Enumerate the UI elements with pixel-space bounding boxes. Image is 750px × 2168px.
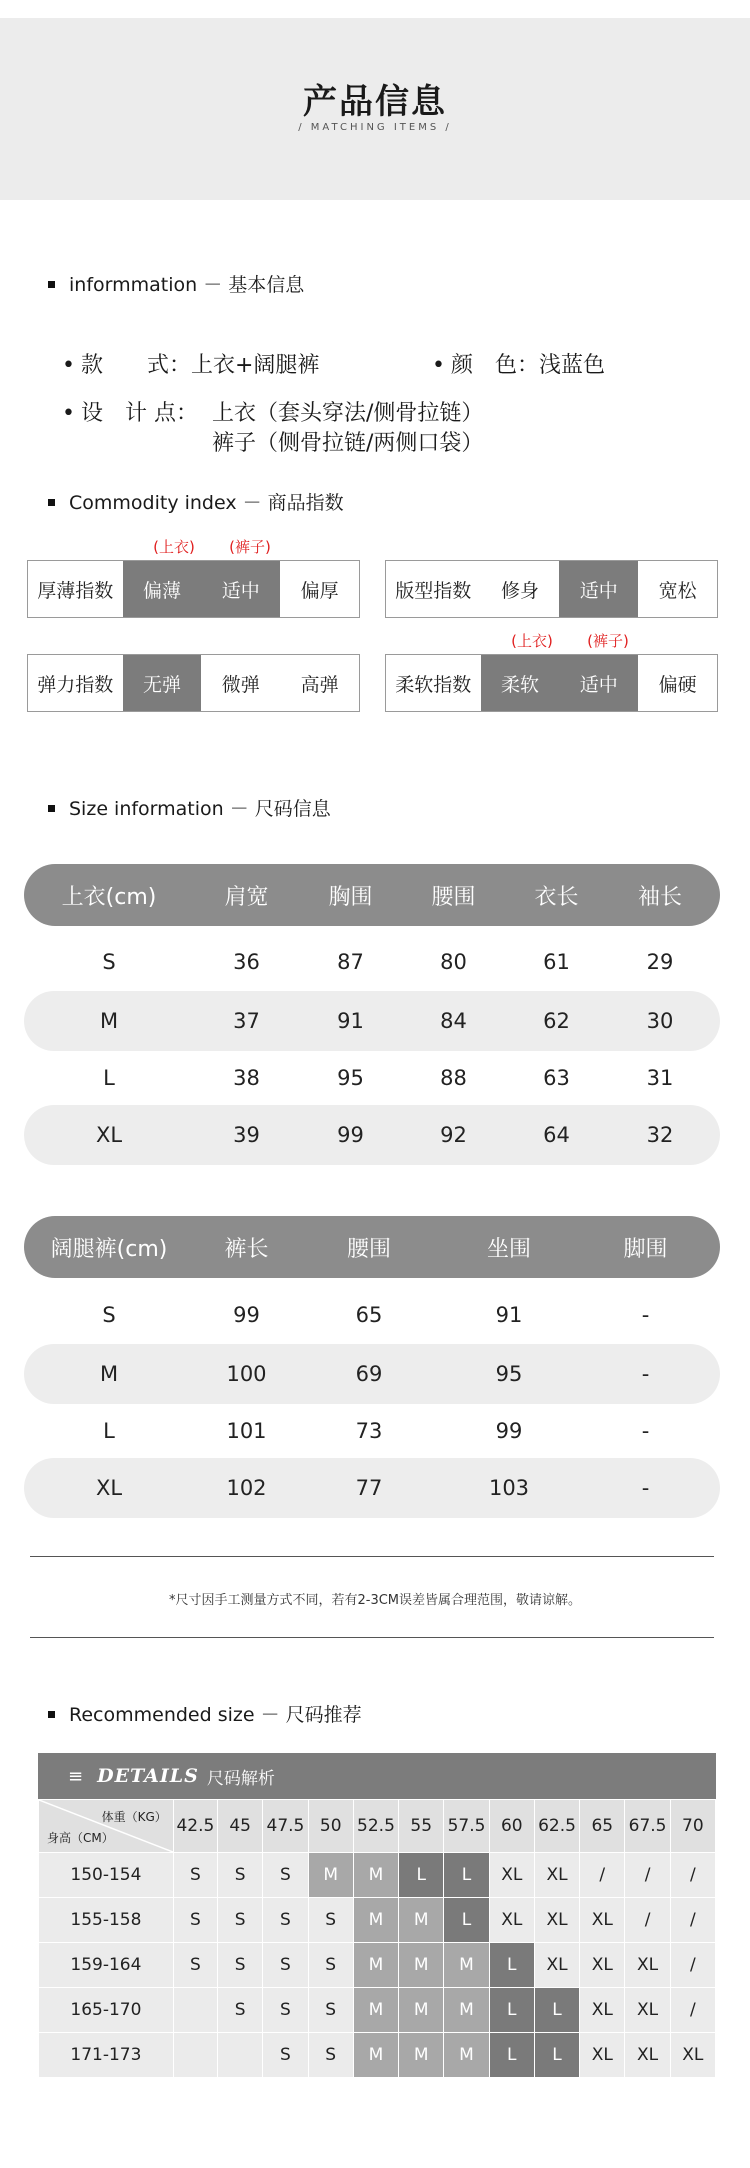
table-row xyxy=(24,1105,720,1165)
fit-index-label: 版型指数 xyxy=(395,579,472,602)
size-cell: S xyxy=(218,1943,263,1988)
size-cell: S xyxy=(263,2033,308,2078)
size-cell: XL xyxy=(534,1853,579,1898)
softness-index-box xyxy=(385,654,718,712)
design-line-1: 上衣（套头穿法/侧骨拉链） xyxy=(212,401,484,426)
table-cell: 102 xyxy=(226,1476,267,1500)
weight-header-cell: 57.5 xyxy=(444,1800,489,1853)
measurement-note: *尺寸因手工测量方式不同，若有2-3CM误差皆属合理范围，敬请谅解。 xyxy=(168,1593,582,1608)
weight-header-cell: 67.5 xyxy=(625,1800,670,1853)
softness-note-pants: (裤子) xyxy=(587,632,629,650)
bullet-dot: • xyxy=(62,353,75,378)
table-row xyxy=(24,1048,720,1108)
top-header-cell: 胸围 xyxy=(328,884,373,910)
table-row xyxy=(24,932,720,992)
softness-option-medium: 适中 xyxy=(559,655,638,711)
size-cell: M xyxy=(353,1943,398,1988)
table-cell: M xyxy=(99,1362,119,1386)
table-cell: 99 xyxy=(495,1419,523,1443)
softness-index-label: 柔软指数 xyxy=(395,673,472,696)
grid-row xyxy=(39,1943,716,1988)
size-cell: M xyxy=(399,1988,444,2033)
table-cell: 65 xyxy=(355,1303,383,1327)
size-cell xyxy=(173,1988,217,2033)
size-cell: S xyxy=(308,1943,353,1988)
weight-header-cell: 45 xyxy=(218,1800,263,1853)
table-cell: S xyxy=(102,950,116,974)
weight-header-cell: 55 xyxy=(399,1800,444,1853)
table-cell: 29 xyxy=(646,950,674,974)
design-line-2: 裤子（侧骨拉链/两侧口袋） xyxy=(212,431,484,456)
elasticity-option-none: 无弹 xyxy=(123,655,202,711)
thickness-note-pants: (裤子) xyxy=(229,538,271,556)
size-cell: M xyxy=(399,2033,444,2078)
table-cell: - xyxy=(641,1303,650,1327)
basic-info-heading xyxy=(48,270,304,297)
height-cell: 155-158 xyxy=(39,1898,174,1943)
table-cell: 63 xyxy=(543,1066,570,1090)
color-value: 浅蓝色 xyxy=(539,353,606,378)
table-cell: 99 xyxy=(337,1123,364,1147)
thickness-note-top: (上衣) xyxy=(153,538,195,556)
elasticity-option-slight: 微弹 xyxy=(221,673,260,696)
pants-header-cell: 坐围 xyxy=(486,1236,531,1262)
table-cell: L xyxy=(103,1419,115,1443)
table-cell: XL xyxy=(95,1123,123,1147)
size-cell: XL xyxy=(534,1943,579,1988)
square-bullet-icon xyxy=(48,281,55,288)
table-cell: - xyxy=(641,1362,650,1386)
basic-info-heading-text: informmation － 基本信息 xyxy=(69,274,305,296)
size-cell: XL xyxy=(625,1988,670,2033)
pants-header-cell: 腰围 xyxy=(346,1236,391,1262)
height-cell: 150-154 xyxy=(39,1853,174,1898)
size-cell: S xyxy=(308,1898,353,1943)
size-cell: S xyxy=(263,1988,308,2033)
weight-header-cell: 70 xyxy=(670,1800,715,1853)
table-cell: 69 xyxy=(355,1362,383,1386)
softness-option-hard: 偏硬 xyxy=(658,673,697,696)
table-cell: 77 xyxy=(355,1476,383,1500)
thickness-option-medium: 适中 xyxy=(201,561,280,617)
table-cell: 64 xyxy=(543,1123,570,1147)
size-cell: S xyxy=(308,1988,353,2033)
softness-option-soft: 柔软 xyxy=(481,655,560,711)
fit-option-loose: 宽松 xyxy=(658,579,697,602)
height-cell: 159-164 xyxy=(39,1943,174,1988)
fit-option-slim: 修身 xyxy=(500,579,539,602)
table-cell: - xyxy=(641,1419,650,1443)
size-cell: L xyxy=(399,1853,444,1898)
table-cell: XL xyxy=(95,1476,123,1500)
table-cell: 101 xyxy=(226,1419,267,1443)
elasticity-index-label: 弹力指数 xyxy=(37,673,114,696)
size-cell: / xyxy=(670,1898,715,1943)
table-cell: 62 xyxy=(543,1009,570,1033)
size-cell: M xyxy=(444,1943,489,1988)
size-cell: XL xyxy=(580,1898,625,1943)
table-row xyxy=(24,1344,720,1404)
recommended-size-grid xyxy=(38,1799,716,2078)
size-cell: L xyxy=(489,2033,534,2078)
pants-header-cell: 脚围 xyxy=(623,1236,668,1262)
style-value: 上衣+阔腿裤 xyxy=(191,353,320,378)
grid-row xyxy=(39,1853,716,1898)
size-cell: M xyxy=(444,1988,489,2033)
bullet-dot: • xyxy=(432,353,445,378)
weight-header-cell: 42.5 xyxy=(173,1800,217,1853)
page-subtitle: / MATCHING ITEMS / xyxy=(298,122,452,133)
pants-header-cell: 阔腿裤(cm) xyxy=(50,1236,168,1262)
color-row xyxy=(432,348,605,379)
square-bullet-icon xyxy=(48,805,55,812)
weight-header-cell: 52.5 xyxy=(353,1800,398,1853)
table-cell: 99 xyxy=(233,1303,260,1327)
weight-header-cell: 50 xyxy=(308,1800,353,1853)
pants-header-cell: 裤长 xyxy=(224,1236,269,1262)
page-title: 产品信息 xyxy=(303,82,447,122)
color-label: 颜 色： xyxy=(450,353,539,378)
table-cell: 61 xyxy=(543,950,570,974)
size-cell: S xyxy=(173,1898,217,1943)
size-cell: L xyxy=(489,1988,534,2033)
size-cell: M xyxy=(399,1898,444,1943)
size-cell: XL xyxy=(580,1943,625,1988)
top-header-cell: 上衣(cm) xyxy=(61,884,157,910)
size-cell: XL xyxy=(580,1988,625,2033)
weight-axis-label: 体重（KG） xyxy=(101,1810,167,1824)
top-header-cell: 袖长 xyxy=(637,884,682,910)
table-cell: 36 xyxy=(233,950,260,974)
table-cell: 100 xyxy=(226,1362,267,1386)
thickness-index-label: 厚薄指数 xyxy=(37,579,114,602)
size-cell: / xyxy=(580,1853,625,1898)
height-axis-label: 身高（CM） xyxy=(47,1831,114,1845)
table-cell: 88 xyxy=(440,1066,467,1090)
size-cell: S xyxy=(263,1898,308,1943)
table-cell: 91 xyxy=(337,1009,364,1033)
table-cell: 84 xyxy=(440,1009,467,1033)
height-cell: 165-170 xyxy=(39,1988,174,2033)
recommended-heading xyxy=(48,1700,362,1727)
pants-size-table-header xyxy=(24,1216,720,1278)
size-cell: S xyxy=(263,1853,308,1898)
table-cell: 95 xyxy=(337,1066,364,1090)
grid-corner-cell xyxy=(39,1800,174,1853)
size-cell: L xyxy=(444,1898,489,1943)
size-cell: M xyxy=(353,2033,398,2078)
size-cell: / xyxy=(670,1988,715,2033)
top-size-table-header xyxy=(24,864,720,926)
weight-header-cell: 47.5 xyxy=(263,1800,308,1853)
size-cell: L xyxy=(444,1853,489,1898)
table-cell: 38 xyxy=(233,1066,260,1090)
style-label: 款 式： xyxy=(80,353,191,378)
size-cell: S xyxy=(173,1853,217,1898)
size-info-heading-text: Size information － 尺码信息 xyxy=(69,798,331,820)
softness-note-top: (上衣) xyxy=(511,632,553,650)
table-row xyxy=(24,1401,720,1461)
grid-row xyxy=(39,1988,716,2033)
table-cell: M xyxy=(99,1009,119,1033)
size-cell: / xyxy=(625,1853,670,1898)
table-row xyxy=(24,1458,720,1518)
fit-index-box xyxy=(385,560,718,618)
table-cell: 31 xyxy=(646,1066,674,1090)
table-row xyxy=(24,991,720,1051)
details-bar xyxy=(38,1753,716,1799)
size-cell: / xyxy=(670,1853,715,1898)
table-cell: L xyxy=(103,1066,115,1090)
design-label: 设 计 点： xyxy=(80,401,198,426)
size-cell: M xyxy=(353,1988,398,2033)
commodity-index-heading xyxy=(48,488,344,515)
table-cell: S xyxy=(102,1303,116,1327)
size-cell: XL xyxy=(489,1853,534,1898)
size-cell: XL xyxy=(670,2033,715,2078)
size-cell: / xyxy=(625,1898,670,1943)
size-cell: XL xyxy=(489,1898,534,1943)
table-cell: - xyxy=(641,1476,650,1500)
grid-row xyxy=(39,1898,716,1943)
weight-header-cell: 65 xyxy=(580,1800,625,1853)
table-cell: 80 xyxy=(440,950,467,974)
thickness-option-thin: 偏薄 xyxy=(123,561,202,617)
size-cell: S xyxy=(173,1943,217,1988)
thickness-index-box xyxy=(27,560,360,618)
height-cell: 171-173 xyxy=(39,2033,174,2078)
weight-header-cell: 62.5 xyxy=(534,1800,579,1853)
table-cell: 87 xyxy=(337,950,364,974)
top-header-cell: 衣长 xyxy=(534,884,579,910)
top-header-cell: 肩宽 xyxy=(224,884,269,910)
size-cell: M xyxy=(353,1898,398,1943)
table-cell: 39 xyxy=(233,1123,260,1147)
commodity-index-heading-text: Commodity index － 商品指数 xyxy=(69,492,344,514)
table-cell: 30 xyxy=(646,1009,674,1033)
size-cell: S xyxy=(218,1898,263,1943)
menu-icon: ≡ xyxy=(68,1765,84,1787)
elasticity-option-high: 高弹 xyxy=(300,673,339,696)
size-cell: XL xyxy=(580,2033,625,2078)
table-cell: 73 xyxy=(355,1419,383,1443)
size-cell: S xyxy=(218,1853,263,1898)
divider xyxy=(30,1637,714,1638)
size-cell: M xyxy=(308,1853,353,1898)
size-info-heading xyxy=(48,794,331,821)
table-cell: 37 xyxy=(233,1009,260,1033)
size-cell: L xyxy=(534,2033,579,2078)
style-row xyxy=(62,348,319,379)
size-cell: M xyxy=(353,1853,398,1898)
size-cell xyxy=(173,2033,217,2078)
divider xyxy=(30,1556,714,1557)
square-bullet-icon xyxy=(48,499,55,506)
details-title-cn: 尺码解析 xyxy=(206,1768,275,1789)
table-cell: 32 xyxy=(646,1123,674,1147)
size-cell: L xyxy=(534,1988,579,2033)
size-cell: S xyxy=(263,1943,308,1988)
size-cell: M xyxy=(444,2033,489,2078)
weight-header-cell: 60 xyxy=(489,1800,534,1853)
table-cell: 103 xyxy=(488,1476,530,1500)
size-cell: L xyxy=(489,1943,534,1988)
square-bullet-icon xyxy=(48,1711,55,1718)
design-row xyxy=(62,396,198,427)
size-cell: / xyxy=(670,1943,715,1988)
details-title: DETAILS xyxy=(97,1765,199,1787)
top-header-cell: 腰围 xyxy=(431,884,476,910)
fit-option-medium: 适中 xyxy=(559,561,638,617)
size-cell: S xyxy=(308,2033,353,2078)
table-cell: 92 xyxy=(440,1123,467,1147)
table-cell: 91 xyxy=(495,1303,523,1327)
recommended-heading-text: Recommended size － 尺码推荐 xyxy=(69,1704,362,1726)
grid-header-row xyxy=(39,1800,716,1853)
table-row xyxy=(24,1285,720,1345)
bullet-dot: • xyxy=(62,401,75,426)
size-cell: XL xyxy=(534,1898,579,1943)
size-cell: XL xyxy=(625,2033,670,2078)
thickness-option-thick: 偏厚 xyxy=(300,579,339,602)
elasticity-index-box xyxy=(27,654,360,712)
table-cell: 95 xyxy=(495,1362,523,1386)
size-cell: M xyxy=(399,1943,444,1988)
size-cell: S xyxy=(218,1988,263,2033)
size-cell xyxy=(218,2033,263,2078)
size-cell: XL xyxy=(625,1943,670,1988)
grid-row xyxy=(39,2033,716,2078)
